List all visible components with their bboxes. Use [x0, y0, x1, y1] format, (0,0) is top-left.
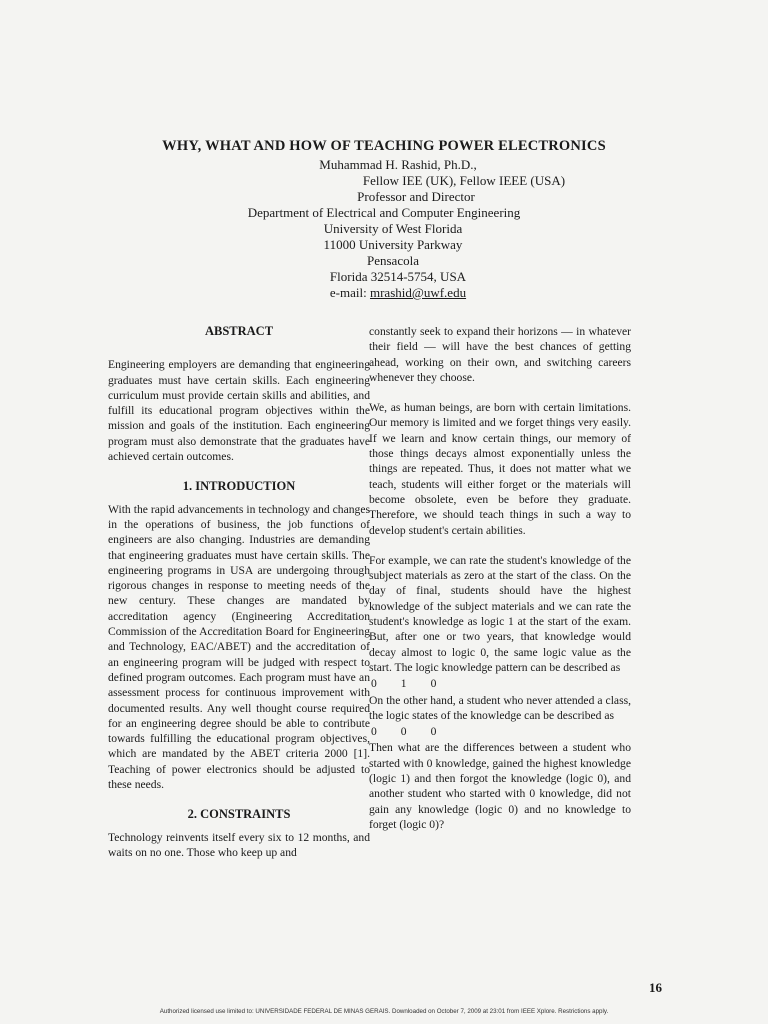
- logic-pattern-2: [369, 724, 631, 739]
- logic-value: 1: [400, 677, 407, 691]
- introduction-heading: 1. INTRODUCTION: [182, 479, 296, 494]
- right-paragraph-1: constantly seek to expand their horizons — in whatever their field — will have the best chances of getting ahead, working on their own, and switching careers whenever they choose.: [369, 325, 631, 384]
- right-column: [369, 324, 631, 832]
- logic-value: 0: [400, 725, 407, 739]
- author-affiliation: [0, 157, 768, 301]
- author-fellowship: Fellow IEE (UK), Fellow IEEE (USA): [362, 173, 566, 188]
- author-email-line: [0, 285, 768, 301]
- logic-pattern-1: [369, 676, 631, 691]
- logic-value: 0: [371, 725, 377, 739]
- right-paragraph-3: For example, we can rate the student's knowledge of the subject materials as zero at the start of the class. On the day of final, students should have the highest knowledge of the subject materials and we can rate the student's knowledge as logic 1 at the start of the exam. But, after one or two years, that knowledge would decay almost to logic 0, the same logic value as the start. The logic knowledge pattern can be described as: [369, 553, 631, 674]
- abstract-text: Engineering employers are demanding that engineering graduates must have certain skills. Each engineering curriculum must provide certain skills and abilities, and fulfill its educational program objectives within the mission and goals of the institution. Each engineering program must also demonstrate that the graduates have achieved certain outcomes.: [108, 358, 370, 464]
- constraints-heading: 2. CONSTRAINTS: [187, 807, 291, 822]
- email-label: e-mail:: [329, 285, 370, 300]
- paper-title: WHY, WHAT AND HOW OF TEACHING POWER ELECTRONICS: [162, 138, 606, 154]
- paper-header: [0, 138, 768, 301]
- right-paragraph-4: On the other hand, a student who never attended a class, the logic states of the knowledge can be described as: [369, 693, 631, 722]
- abstract-heading: ABSTRACT: [204, 324, 274, 338]
- author-name: Muhammad H. Rashid, Ph.D.,: [319, 157, 477, 172]
- author-department: Department of Electrical and Computer Engineering: [247, 205, 521, 220]
- author-state-zip: Florida 32514-5754, USA: [329, 269, 467, 284]
- left-column: [108, 324, 370, 860]
- email-link[interactable]: mrashid@uwf.edu: [369, 285, 467, 300]
- introduction-text: With the rapid advancements in technology and changes in the operations of business, the job functions of engineers are also changing. Industries are demanding that engineering graduates must have certain skills. The engineering programs in USA are undergoing through rigorous changes in response to meeting needs of the new century. These changes are mandated by accreditation agency (Engineering Accreditation Commission of the Accreditation Board for Engineering and Technology, EAC/ABET) and the accreditation of an engineering program will be judged with respect to defined program outcomes. Each program must have an assessment process for continuous improvement with documented results. Any well thought course required for an engineering degree should be able to contribute towards fulfilling the educational program objectives, which are mandated by the ABET criteria 2000 [1]. Teaching of power electronics should be adjusted to these needs.: [108, 502, 370, 792]
- author-street: 11000 University Parkway: [323, 237, 463, 252]
- constraints-text: Technology reinvents itself every six to 12 months, and waits on no one. Those who keep up and: [108, 830, 370, 859]
- page-number: 16: [649, 980, 662, 995]
- logic-value: 0: [430, 725, 437, 739]
- right-paragraph-2: We, as human beings, are born with certain limitations. Our memory is limited and we forget things very easily. If we learn and know certain things, our memory of those things decays almost exponentially unless the things are repeated. Thus, it does not matter what we teach, students will either forget or the materials will become obsolete, even be before they graduate. Therefore, we should teach things in such a way to develop student's certain abilities.: [369, 401, 631, 537]
- logic-value: 0: [430, 677, 437, 691]
- license-footer: Authorized licensed use limited to: UNIVERSIDADE FEDERAL DE MINAS GERAIS. Downloaded on October 7, 2009 at 23:01 from IEEE Xplore. Restrictions apply.: [159, 1008, 609, 1015]
- author-position: Professor and Director: [357, 189, 475, 204]
- author-city: Pensacola: [367, 253, 419, 268]
- right-paragraph-5: Then what are the differences between a student who started with 0 knowledge, gained the highest knowledge (logic 1) and then forgot the knowledge (logic 0), and another student who started with 0 knowledge, did not gain any knowledge (logic 0) and no knowledge to forget (logic 0)?: [369, 741, 631, 831]
- author-university: University of West Florida: [323, 221, 463, 236]
- logic-value: 0: [371, 677, 377, 691]
